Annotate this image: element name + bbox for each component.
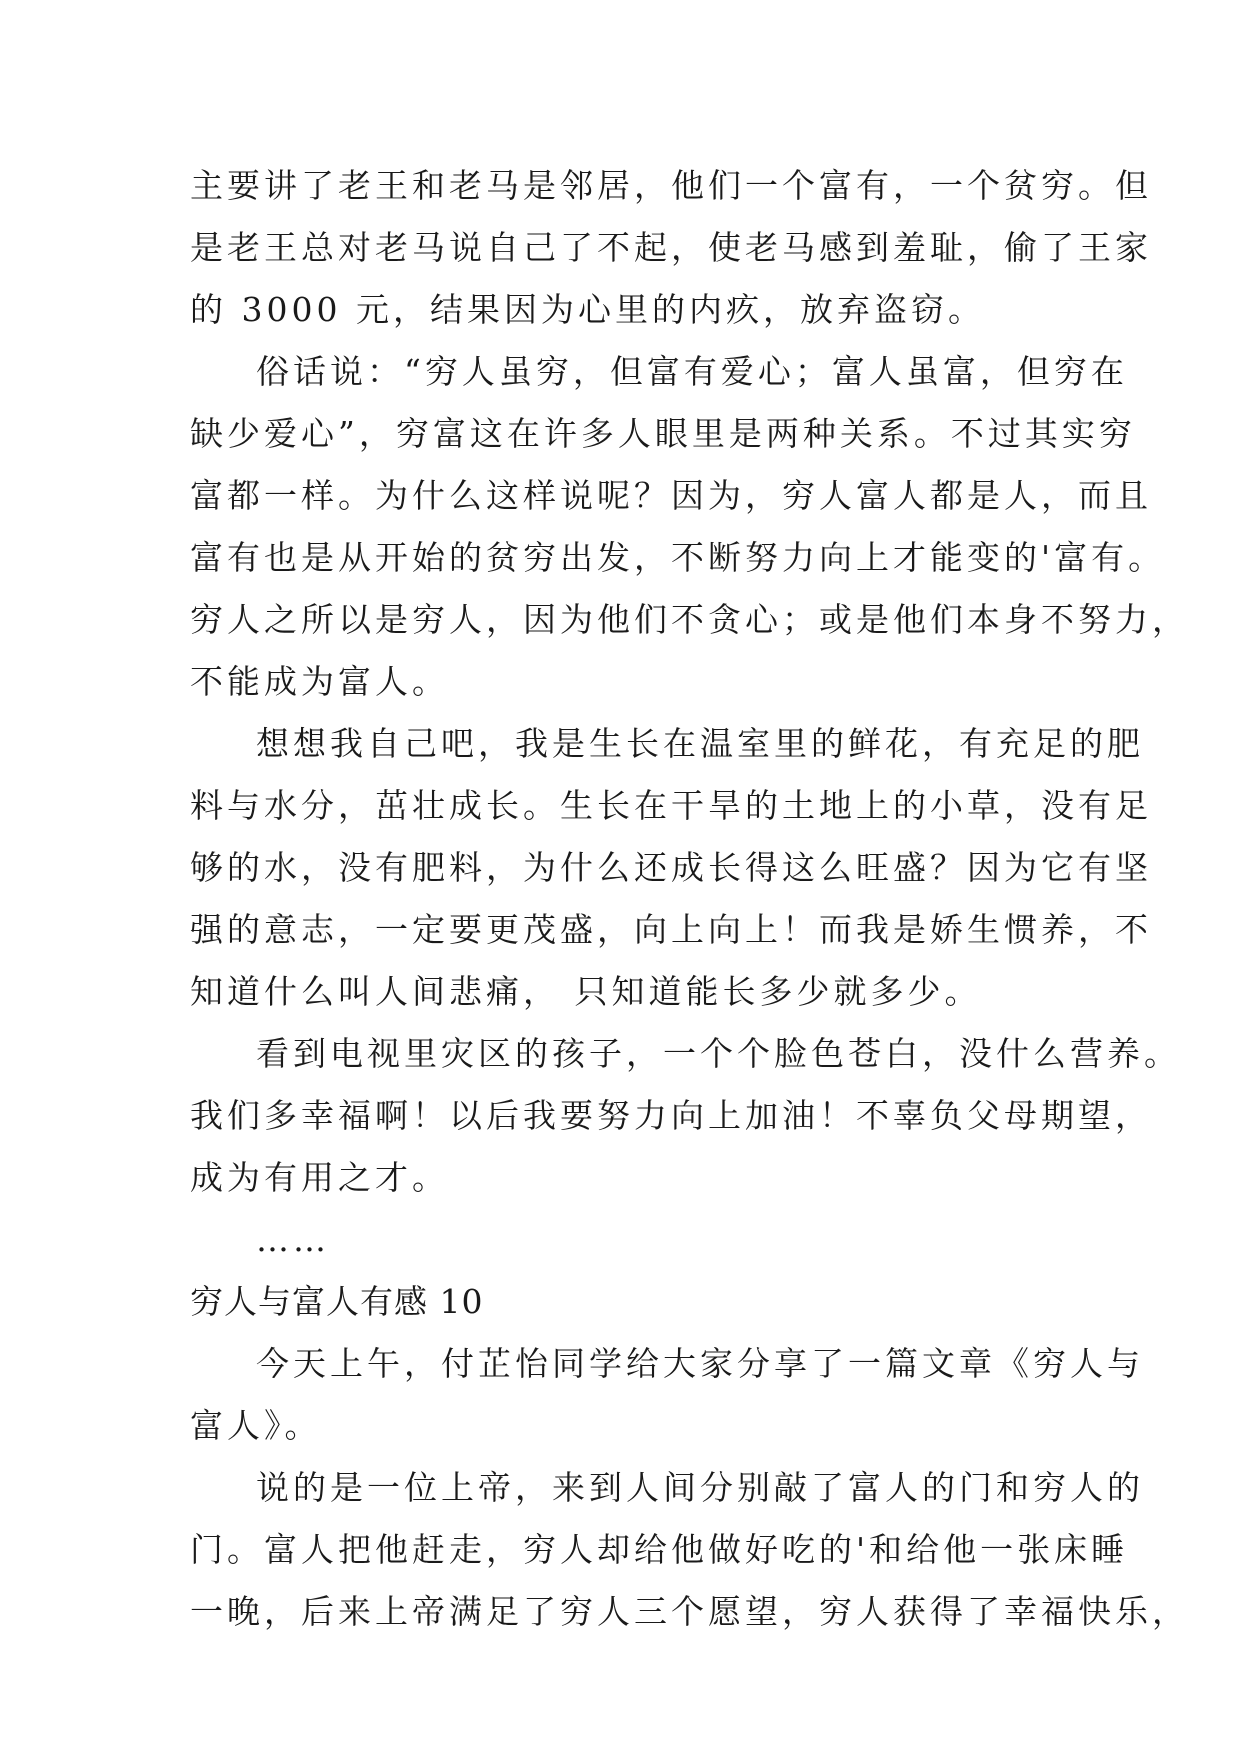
paragraph-start-line: 今天上午，付芷怡同学给大家分享了一篇文章《穷人与 [256, 1344, 1144, 1383]
paragraph-start-line: 看到电视里灾区的孩子，一个个脸色苍白，没什么营养。 [256, 1034, 1181, 1073]
ellipsis-line: …… [256, 1220, 330, 1259]
text-line: 富有也是从开始的贫穷出发，不断努力向上才能变的'富有。 [190, 538, 1166, 577]
text-line: 的 3000 元，结果因为心里的内疚，放弃盗窃。 [190, 290, 985, 329]
text-line: 强的意志，一定要更茂盛，向上向上！而我是娇生惯养，不 [190, 910, 1152, 949]
text-line: 我们多幸福啊！以后我要努力向上加油！不辜负父母期望， [190, 1096, 1152, 1135]
text-line: 不能成为富人。 [190, 662, 449, 701]
paragraph-start-line: 想想我自己吧，我是生长在温室里的鲜花，有充足的肥 [256, 724, 1144, 763]
section-title: 穷人与富人有感 10 [190, 1282, 484, 1321]
paragraph-start-line: 说的是一位上帝，来到人间分别敲了富人的门和穷人的 [256, 1468, 1144, 1507]
text-line: 穷人之所以是穷人，因为他们不贪心；或是他们本身不努力， [190, 600, 1189, 639]
document-page [190, 155, 1189, 1643]
text-line: 知道什么叫人间悲痛， 只知道能长多少就多少。 [190, 972, 982, 1011]
text-line: 门。富人把他赶走，穷人却给他做好吃的'和给他一张床睡 [190, 1530, 1129, 1569]
text-line: 主要讲了老王和老马是邻居，他们一个富有，一个贫穷。但 [190, 166, 1152, 205]
paragraph-start-line: 俗话说：“穷人虽穷，但富有爱心；富人虽富，但穷在 [256, 352, 1128, 391]
text-line: 富都一样。为什么这样说呢？因为，穷人富人都是人，而且 [190, 476, 1152, 515]
text-line: 是老王总对老马说自己了不起，使老马感到羞耻，偷了王家 [190, 228, 1152, 267]
text-line: 富人》。 [190, 1406, 322, 1445]
text-line: 料与水分，茁壮成长。生长在干旱的土地上的小草，没有足 [190, 786, 1152, 825]
text-line: 够的水，没有肥料，为什么还成长得这么旺盛？因为它有坚 [190, 848, 1152, 887]
text-line: 缺少爱心”，穷富这在许多人眼里是两种关系。不过其实穷 [190, 414, 1136, 453]
text-line: 一晚，后来上帝满足了穷人三个愿望，穷人获得了幸福快乐， [190, 1592, 1189, 1631]
text-line: 成为有用之才。 [190, 1158, 449, 1197]
